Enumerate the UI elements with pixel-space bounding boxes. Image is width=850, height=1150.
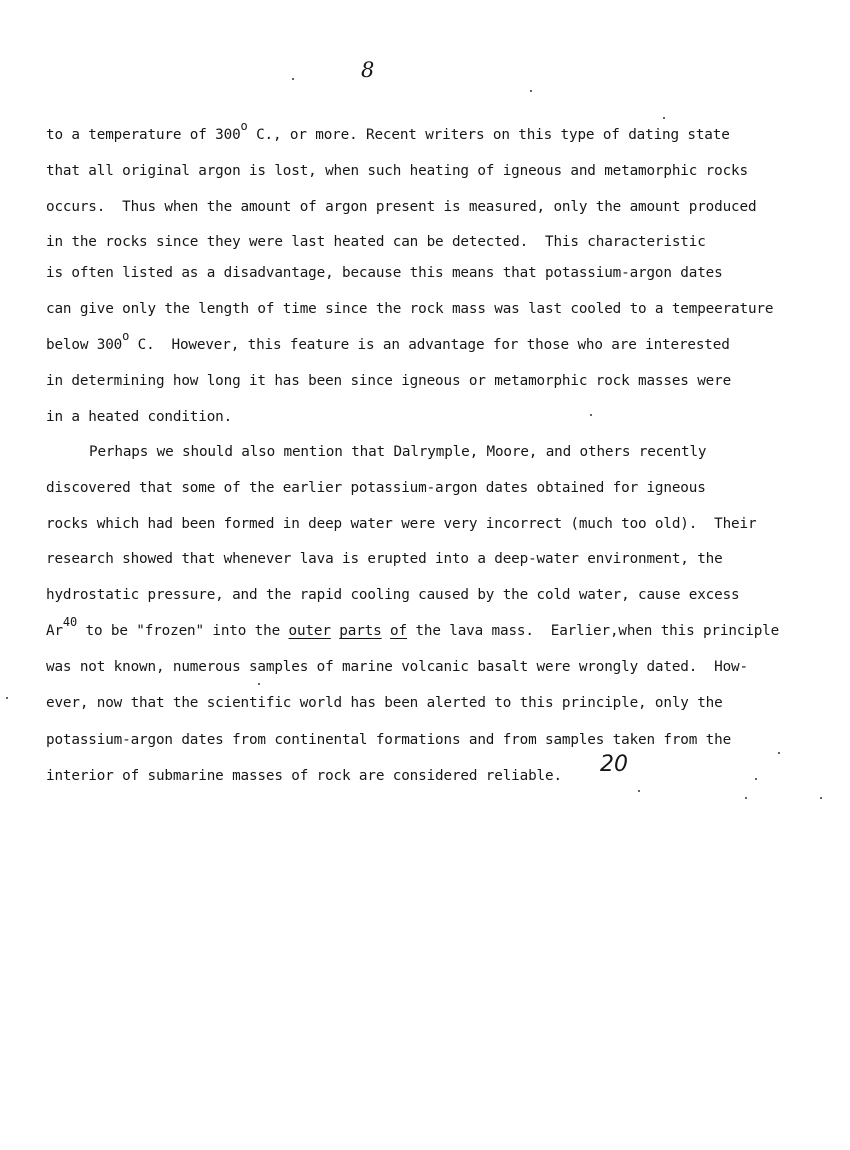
footnote-reference: 20 <box>600 752 628 777</box>
text-segment: C., or more. Recent writers on this type of dating state <box>247 127 730 143</box>
scan-speck <box>820 797 822 799</box>
text-line: that all original argon is lost, when such heating of igneous and metamorphic rocks <box>46 163 748 179</box>
text-line: hydrostatic pressure, and the rapid cooling caused by the cold water, cause excess <box>46 587 740 603</box>
page-number: 8 <box>361 58 375 82</box>
scan-speck <box>778 752 780 754</box>
scan-speck <box>530 90 532 92</box>
scan-speck <box>258 683 260 685</box>
text-line: Perhaps we should also mention that Dalrymple, Moore, and others recently <box>89 444 707 460</box>
text-line: in determining how long it has been since igneous or metamorphic rock masses were <box>46 373 732 389</box>
underlined-word: outer <box>288 623 331 639</box>
text-line: potassium-argon dates from continental formations and from samples taken from the <box>46 732 732 748</box>
degree-superscript: o <box>122 329 130 343</box>
text-line: occurs. Thus when the amount of argon present is measured, only the amount produced <box>46 199 757 215</box>
text-line <box>46 615 780 640</box>
text-line: in the rocks since they were last heated can be detected. This characteristic <box>46 234 706 250</box>
text-line: rocks which had been formed in deep water were very incorrect (much too old). Their <box>46 516 757 532</box>
text-line: ever, now that the scientific world has been alerted to this principle, only the <box>46 695 723 711</box>
text-line: interior of submarine masses of rock are considered reliable. <box>46 768 562 784</box>
isotope-superscript: 40 <box>62 615 78 629</box>
scan-speck <box>745 797 747 799</box>
text-line: is often listed as a disadvantage, because this means that potassium-argon dates <box>46 265 723 281</box>
text-line <box>46 329 730 354</box>
text-line: can give only the length of time since the rock mass was last cooled to a tempeerature <box>46 301 774 317</box>
scan-speck <box>663 117 665 119</box>
text-line <box>46 119 730 144</box>
scan-speck <box>6 697 8 699</box>
scan-speck <box>590 414 592 416</box>
underlined-word: of <box>390 623 407 639</box>
scan-speck <box>292 78 294 80</box>
text-segment: the lava mass. Earlier,when this principle <box>406 623 780 639</box>
text-segment: to a temperature of 300 <box>46 127 241 143</box>
text-line: was not known, numerous samples of marine volcanic basalt were wrongly dated. How- <box>46 659 748 675</box>
degree-superscript: o <box>240 119 248 133</box>
text-segment <box>331 623 339 639</box>
underlined-word: parts <box>339 623 382 639</box>
text-line: discovered that some of the earlier potassium-argon dates obtained for igneous <box>46 480 706 496</box>
text-segment: Ar <box>46 623 63 639</box>
text-segment: C. However, this feature is an advantage for those who are interested <box>129 337 730 353</box>
scan-speck <box>638 790 640 792</box>
text-segment: to be "frozen" into the <box>77 623 289 639</box>
text-segment <box>382 623 390 639</box>
text-line: research showed that whenever lava is erupted into a deep-water environment, the <box>46 551 723 567</box>
text-line: in a heated condition. <box>46 409 233 425</box>
scan-speck <box>755 778 757 780</box>
text-segment: below 300 <box>46 337 123 353</box>
